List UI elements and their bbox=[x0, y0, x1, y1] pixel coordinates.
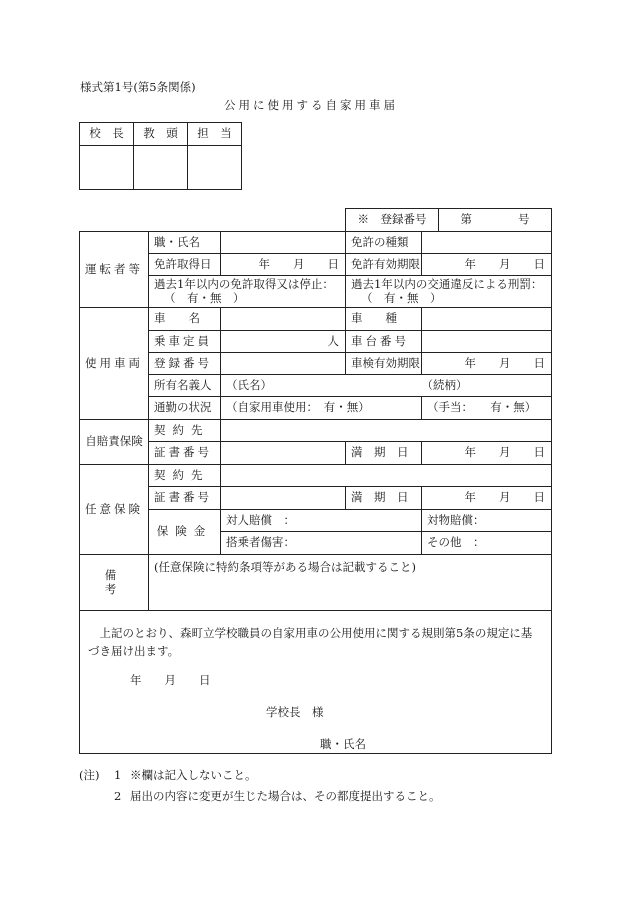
stamp-header-principal: 校 長 bbox=[80, 123, 134, 146]
owner-label: 所有名義人 bbox=[149, 375, 221, 397]
stamp-cell-principal[interactable] bbox=[80, 146, 134, 190]
penalty-value: （ 有・無 ） bbox=[361, 290, 442, 305]
remarks-label: 備 考 bbox=[80, 555, 149, 611]
stamp-header-vice-principal: 教 頭 bbox=[134, 123, 188, 146]
voluntary-contractor-label: 契約先 bbox=[149, 465, 221, 487]
note-1-number: 1 bbox=[114, 768, 122, 782]
suspension-label: 過去1年以内の免許取得又は停止： bbox=[154, 277, 334, 292]
license-acquired-label: 免許取得日 bbox=[149, 254, 221, 276]
license-acquired-field[interactable]: 年 月 日 bbox=[221, 254, 346, 276]
penalty-label: 過去1年以内の交通違反による刑罰： bbox=[351, 277, 543, 292]
other-coverage-field[interactable]: その他 ： bbox=[422, 532, 552, 555]
form-title: 公用に使用する自家用車届 bbox=[224, 98, 398, 112]
car-type-field[interactable] bbox=[422, 308, 552, 331]
vehicle-section-label: 使用車両 bbox=[80, 308, 149, 420]
declaration-box bbox=[80, 611, 552, 754]
declaration-signer[interactable]: 職・氏名 bbox=[320, 737, 366, 751]
license-expiry-field[interactable]: 年 月 日 bbox=[422, 254, 552, 276]
note-2-text: 届出の内容に変更が生じた場合は、その都度提出すること。 bbox=[130, 789, 441, 803]
penalty-cell[interactable] bbox=[346, 276, 552, 308]
car-name-label: 車 名 bbox=[149, 308, 221, 331]
commute-label: 通勤の状況 bbox=[149, 397, 221, 420]
note-prefix: (注) bbox=[79, 768, 100, 782]
car-name-field[interactable] bbox=[221, 308, 346, 331]
registration-number-value[interactable]: 第 号 bbox=[439, 209, 552, 232]
compulsory-expiry-label: 満 期 日 bbox=[346, 442, 422, 465]
chassis-number-label: 車台番号 bbox=[346, 331, 422, 353]
voluntary-expiry-label: 満 期 日 bbox=[346, 487, 422, 510]
registration-number-label: ※ 登録番号 bbox=[346, 209, 439, 232]
capacity-field[interactable]: 人 bbox=[221, 331, 346, 353]
suspension-cell[interactable] bbox=[149, 276, 346, 308]
compulsory-cert-field[interactable] bbox=[221, 442, 346, 465]
declaration-addressee: 学校長 様 bbox=[266, 705, 324, 719]
driver-name-label: 職・氏名 bbox=[149, 232, 221, 254]
declaration-date[interactable]: 年 月 日 bbox=[130, 673, 211, 687]
inspection-expiry-label: 車検有効期限 bbox=[346, 353, 422, 375]
remarks-field[interactable]: (任意保険に特約条項等がある場合は記載すること) bbox=[149, 555, 552, 611]
stamp-header-staff: 担 当 bbox=[188, 123, 242, 146]
suspension-value: （ 有・無 ） bbox=[164, 290, 245, 305]
chassis-number-field[interactable] bbox=[422, 331, 552, 353]
note-1-text: ※欄は記入しないこと。 bbox=[130, 768, 257, 782]
car-type-label: 車 種 bbox=[346, 308, 422, 331]
driver-section-label: 運転者等 bbox=[80, 232, 149, 308]
property-damage-field[interactable]: 対物賠償： bbox=[422, 510, 552, 532]
compulsory-expiry-field[interactable]: 年 月 日 bbox=[422, 442, 552, 465]
voluntary-contractor-field[interactable] bbox=[221, 465, 552, 487]
declaration-text: 上記のとおり、森町立学校職員の自家用車の公用使用に関する規則第5条の規定に基づき届け出ます。 bbox=[88, 626, 533, 658]
capacity-label: 乗車定員 bbox=[149, 331, 221, 353]
vehicle-registration-form bbox=[79, 208, 552, 754]
license-type-field[interactable] bbox=[422, 232, 552, 254]
driver-name-field[interactable] bbox=[221, 232, 346, 254]
voluntary-insurance-label: 任意保険 bbox=[80, 465, 149, 555]
compulsory-cert-label: 証書番号 bbox=[149, 442, 221, 465]
compulsory-insurance-label: 自賠責保険 bbox=[80, 420, 149, 465]
voluntary-cert-field[interactable] bbox=[221, 487, 346, 510]
owner-field[interactable]: （氏名） （続柄） bbox=[221, 375, 552, 397]
vehicle-reg-number-label: 登録番号 bbox=[149, 353, 221, 375]
allowance-field[interactable]: （手当： 有・無） bbox=[422, 397, 552, 420]
form-number: 様式第1号(第5条関係) bbox=[80, 80, 196, 94]
stamp-cell-vice-principal[interactable] bbox=[134, 146, 188, 190]
compulsory-contractor-label: 契約先 bbox=[149, 420, 221, 442]
vehicle-reg-number-field[interactable] bbox=[221, 353, 346, 375]
insurance-amount-label: 保険金 bbox=[149, 510, 221, 555]
voluntary-cert-label: 証書番号 bbox=[149, 487, 221, 510]
commute-field[interactable]: （自家用車使用： 有・無） bbox=[221, 397, 422, 420]
license-type-label: 免許の種類 bbox=[346, 232, 422, 254]
compulsory-contractor-field[interactable] bbox=[221, 420, 552, 442]
passenger-injury-field[interactable]: 搭乗者傷害： bbox=[221, 532, 422, 555]
inspection-expiry-field[interactable]: 年 月 日 bbox=[422, 353, 552, 375]
approval-stamp-box bbox=[79, 122, 242, 190]
note-2-number: 2 bbox=[114, 789, 122, 803]
license-expiry-label: 免許有効期限 bbox=[346, 254, 422, 276]
voluntary-expiry-field[interactable]: 年 月 日 bbox=[422, 487, 552, 510]
bodily-injury-field[interactable]: 対人賠償 ： bbox=[221, 510, 422, 532]
stamp-cell-staff[interactable] bbox=[188, 146, 242, 190]
